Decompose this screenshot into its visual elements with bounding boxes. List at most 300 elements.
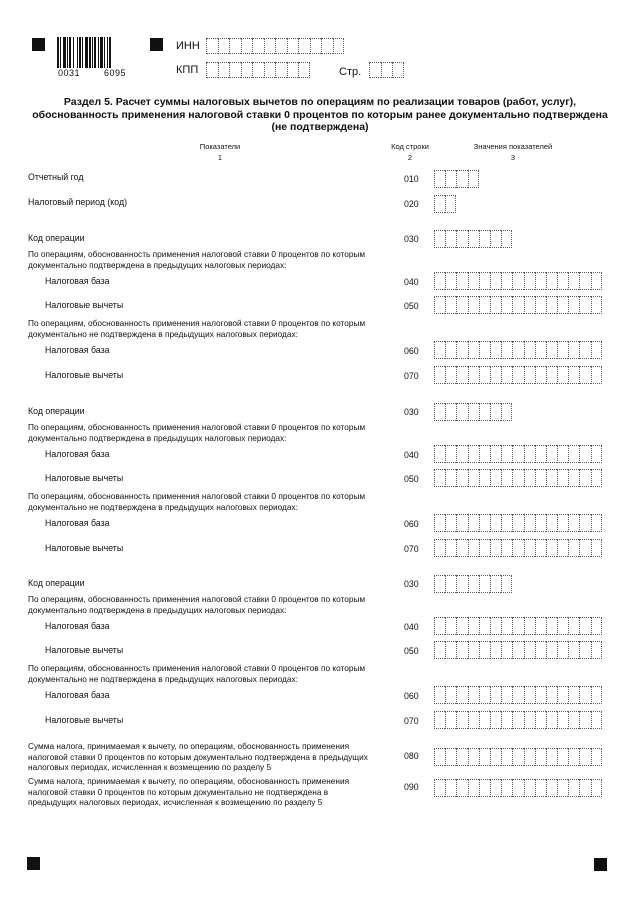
input-cell[interactable] <box>546 617 557 635</box>
report-year-label: Отчетный год <box>28 172 84 182</box>
input-cell[interactable] <box>445 445 456 463</box>
input-cell[interactable] <box>501 617 512 635</box>
input-cell[interactable] <box>568 341 579 359</box>
input-cell[interactable] <box>456 230 467 248</box>
input-cell[interactable] <box>445 779 456 797</box>
input-cell[interactable] <box>579 341 590 359</box>
input-cell[interactable] <box>479 711 490 729</box>
input-cell[interactable] <box>479 686 490 704</box>
input-cell[interactable] <box>456 296 467 314</box>
input-cell[interactable] <box>512 445 523 463</box>
tax-base-label: Налоговая база <box>45 518 110 528</box>
tax-period-field[interactable] <box>434 195 456 213</box>
input-cell[interactable] <box>535 711 546 729</box>
input-cell[interactable] <box>434 469 445 487</box>
input-cell[interactable] <box>535 341 546 359</box>
input-cell[interactable] <box>546 445 557 463</box>
input-cell[interactable] <box>524 469 535 487</box>
input-cell[interactable] <box>468 539 479 557</box>
input-cell[interactable] <box>524 272 535 290</box>
input-cell[interactable] <box>490 514 501 532</box>
report-year-field[interactable] <box>434 170 479 188</box>
input-cell[interactable] <box>512 779 523 797</box>
input-cell[interactable] <box>490 539 501 557</box>
input-cell[interactable] <box>298 38 310 54</box>
input-cell[interactable] <box>456 272 467 290</box>
input-cell[interactable] <box>490 469 501 487</box>
input-cell[interactable] <box>434 779 445 797</box>
input-cell[interactable] <box>501 296 512 314</box>
input-cell[interactable] <box>512 341 523 359</box>
input-cell[interactable] <box>535 641 546 659</box>
input-cell[interactable] <box>579 445 590 463</box>
input-cell[interactable] <box>434 403 445 421</box>
input-cell[interactable] <box>557 779 568 797</box>
barcode-number-left: 0031 <box>58 68 81 78</box>
input-cell[interactable] <box>479 539 490 557</box>
input-cell[interactable] <box>568 272 579 290</box>
input-cell[interactable] <box>546 469 557 487</box>
input-cell[interactable] <box>264 38 276 54</box>
tax-deductions-field[interactable] <box>434 469 602 487</box>
input-cell[interactable] <box>252 62 264 78</box>
input-cell[interactable] <box>264 62 276 78</box>
input-cell[interactable] <box>579 617 590 635</box>
input-cell[interactable] <box>579 779 590 797</box>
input-cell[interactable] <box>501 686 512 704</box>
input-cell[interactable] <box>591 779 602 797</box>
input-cell[interactable] <box>456 170 467 188</box>
input-cell[interactable] <box>524 539 535 557</box>
tax-base-field[interactable] <box>434 514 602 532</box>
input-cell[interactable] <box>298 62 310 78</box>
input-cell[interactable] <box>468 230 479 248</box>
input-cell[interactable] <box>524 641 535 659</box>
input-cell[interactable] <box>579 686 590 704</box>
tax-deductions-field[interactable] <box>434 366 602 384</box>
inn-label: ИНН <box>176 40 200 52</box>
input-cell[interactable] <box>501 539 512 557</box>
input-cell[interactable] <box>546 641 557 659</box>
confirmed-description: По операциям, обоснованность применения налоговой ставки 0 процентов по которым документально подтверждена в предыдущих налоговых периодах: <box>28 594 366 615</box>
input-cell[interactable] <box>557 341 568 359</box>
input-cell[interactable] <box>434 230 445 248</box>
input-cell[interactable] <box>546 366 557 384</box>
tax-base-code: 040 <box>404 277 419 287</box>
input-cell[interactable] <box>321 38 333 54</box>
page-number-field[interactable] <box>369 62 404 78</box>
input-cell[interactable] <box>512 539 523 557</box>
input-cell[interactable] <box>445 272 456 290</box>
input-cell[interactable] <box>512 514 523 532</box>
input-cell[interactable] <box>557 617 568 635</box>
input-cell[interactable] <box>568 514 579 532</box>
input-cell[interactable] <box>579 711 590 729</box>
tax-deductions-label: Налоговые вычеты <box>45 543 124 553</box>
input-cell[interactable] <box>546 341 557 359</box>
input-cell[interactable] <box>434 296 445 314</box>
input-cell[interactable] <box>579 469 590 487</box>
input-cell[interactable] <box>535 617 546 635</box>
input-cell[interactable] <box>535 272 546 290</box>
input-cell[interactable] <box>456 641 467 659</box>
input-cell[interactable] <box>579 366 590 384</box>
input-cell[interactable] <box>490 686 501 704</box>
input-cell[interactable] <box>591 686 602 704</box>
tax-base-field[interactable] <box>434 617 602 635</box>
input-cell[interactable] <box>468 296 479 314</box>
input-cell[interactable] <box>501 366 512 384</box>
input-cell[interactable] <box>479 272 490 290</box>
tax-deductions-field[interactable] <box>434 711 602 729</box>
input-cell[interactable] <box>591 296 602 314</box>
input-cell[interactable] <box>501 641 512 659</box>
input-cell[interactable] <box>579 296 590 314</box>
input-cell[interactable] <box>490 779 501 797</box>
input-cell[interactable] <box>501 779 512 797</box>
input-cell[interactable] <box>591 366 602 384</box>
input-cell[interactable] <box>568 641 579 659</box>
input-cell[interactable] <box>535 539 546 557</box>
input-cell[interactable] <box>591 469 602 487</box>
tax-deductions-field[interactable] <box>434 641 602 659</box>
input-cell[interactable] <box>468 711 479 729</box>
input-cell[interactable] <box>434 272 445 290</box>
input-cell[interactable] <box>456 539 467 557</box>
input-cell[interactable] <box>434 617 445 635</box>
column-header-indicators: Показатели <box>199 142 241 151</box>
input-cell[interactable] <box>524 514 535 532</box>
input-cell[interactable] <box>445 296 456 314</box>
input-cell[interactable] <box>434 445 445 463</box>
input-cell[interactable] <box>456 748 467 766</box>
input-cell[interactable] <box>468 641 479 659</box>
input-cell[interactable] <box>445 403 456 421</box>
input-cell[interactable] <box>479 469 490 487</box>
input-cell[interactable] <box>490 445 501 463</box>
input-cell[interactable] <box>229 62 241 78</box>
tax-base-code: 040 <box>404 450 419 460</box>
input-cell[interactable] <box>591 641 602 659</box>
input-cell[interactable] <box>479 366 490 384</box>
operation-code-field[interactable] <box>434 403 512 421</box>
input-cell[interactable] <box>252 38 264 54</box>
input-cell[interactable] <box>501 748 512 766</box>
input-cell[interactable] <box>512 686 523 704</box>
input-cell[interactable] <box>501 230 512 248</box>
input-cell[interactable] <box>445 341 456 359</box>
input-cell[interactable] <box>557 539 568 557</box>
input-cell[interactable] <box>512 711 523 729</box>
input-cell[interactable] <box>445 170 456 188</box>
input-cell[interactable] <box>579 272 590 290</box>
input-cell[interactable] <box>479 514 490 532</box>
input-cell[interactable] <box>568 366 579 384</box>
row-090-field[interactable] <box>434 779 602 797</box>
input-cell[interactable] <box>392 62 404 78</box>
operation-code-field[interactable] <box>434 575 512 593</box>
input-cell[interactable] <box>501 272 512 290</box>
operation-code-label: Код операции <box>28 578 85 588</box>
input-cell[interactable] <box>468 341 479 359</box>
input-cell[interactable] <box>468 272 479 290</box>
input-cell[interactable] <box>434 711 445 729</box>
input-cell[interactable] <box>591 272 602 290</box>
input-cell[interactable] <box>434 748 445 766</box>
input-cell[interactable] <box>568 748 579 766</box>
tax-base-label: Налоговая база <box>45 276 110 286</box>
input-cell[interactable] <box>468 366 479 384</box>
input-cell[interactable] <box>557 469 568 487</box>
inn-field[interactable] <box>206 38 344 54</box>
input-cell[interactable] <box>490 341 501 359</box>
input-cell[interactable] <box>557 748 568 766</box>
input-cell[interactable] <box>468 748 479 766</box>
input-cell[interactable] <box>524 779 535 797</box>
input-cell[interactable] <box>557 366 568 384</box>
input-cell[interactable] <box>501 445 512 463</box>
tax-base-field[interactable] <box>434 686 602 704</box>
input-cell[interactable] <box>456 686 467 704</box>
input-cell[interactable] <box>546 711 557 729</box>
input-cell[interactable] <box>479 403 490 421</box>
input-cell[interactable] <box>557 686 568 704</box>
input-cell[interactable] <box>490 296 501 314</box>
input-cell[interactable] <box>568 296 579 314</box>
input-cell[interactable] <box>568 445 579 463</box>
input-cell[interactable] <box>333 38 345 54</box>
input-cell[interactable] <box>546 272 557 290</box>
input-cell[interactable] <box>579 514 590 532</box>
input-cell[interactable] <box>591 445 602 463</box>
input-cell[interactable] <box>434 170 445 188</box>
input-cell[interactable] <box>381 62 393 78</box>
input-cell[interactable] <box>568 711 579 729</box>
input-cell[interactable] <box>557 711 568 729</box>
input-cell[interactable] <box>546 686 557 704</box>
tax-base-label: Налоговая база <box>45 621 110 631</box>
input-cell[interactable] <box>456 779 467 797</box>
input-cell[interactable] <box>479 445 490 463</box>
input-cell[interactable] <box>546 514 557 532</box>
input-cell[interactable] <box>445 230 456 248</box>
tax-base-field[interactable] <box>434 445 602 463</box>
input-cell[interactable] <box>546 296 557 314</box>
input-cell[interactable] <box>456 445 467 463</box>
input-cell[interactable] <box>479 230 490 248</box>
input-cell[interactable] <box>468 617 479 635</box>
input-cell[interactable] <box>206 38 218 54</box>
input-cell[interactable] <box>218 38 230 54</box>
input-cell[interactable] <box>524 711 535 729</box>
input-cell[interactable] <box>287 38 299 54</box>
input-cell[interactable] <box>591 711 602 729</box>
input-cell[interactable] <box>512 617 523 635</box>
input-cell[interactable] <box>501 575 512 593</box>
input-cell[interactable] <box>434 539 445 557</box>
input-cell[interactable] <box>579 748 590 766</box>
input-cell[interactable] <box>501 711 512 729</box>
input-cell[interactable] <box>512 272 523 290</box>
input-cell[interactable] <box>456 366 467 384</box>
input-cell[interactable] <box>535 366 546 384</box>
input-cell[interactable] <box>579 539 590 557</box>
input-cell[interactable] <box>468 575 479 593</box>
input-cell[interactable] <box>434 195 445 213</box>
input-cell[interactable] <box>468 779 479 797</box>
input-cell[interactable] <box>445 514 456 532</box>
input-cell[interactable] <box>218 62 230 78</box>
input-cell[interactable] <box>557 296 568 314</box>
input-cell[interactable] <box>568 617 579 635</box>
input-cell[interactable] <box>445 748 456 766</box>
input-cell[interactable] <box>490 711 501 729</box>
input-cell[interactable] <box>591 748 602 766</box>
row-080-field[interactable] <box>434 748 602 766</box>
operation-code-label: Код операции <box>28 233 85 243</box>
input-cell[interactable] <box>557 514 568 532</box>
input-cell[interactable] <box>501 469 512 487</box>
input-cell[interactable] <box>456 711 467 729</box>
tax-base-field[interactable] <box>434 341 602 359</box>
input-cell[interactable] <box>535 469 546 487</box>
input-cell[interactable] <box>512 296 523 314</box>
input-cell[interactable] <box>434 366 445 384</box>
input-cell[interactable] <box>524 366 535 384</box>
input-cell[interactable] <box>468 403 479 421</box>
input-cell[interactable] <box>512 641 523 659</box>
input-cell[interactable] <box>568 779 579 797</box>
input-cell[interactable] <box>287 62 299 78</box>
input-cell[interactable] <box>479 341 490 359</box>
input-cell[interactable] <box>479 641 490 659</box>
input-cell[interactable] <box>434 575 445 593</box>
input-cell[interactable] <box>490 272 501 290</box>
input-cell[interactable] <box>490 403 501 421</box>
input-cell[interactable] <box>456 403 467 421</box>
input-cell[interactable] <box>591 617 602 635</box>
input-cell[interactable] <box>445 641 456 659</box>
tax-deductions-label: Налоговые вычеты <box>45 715 124 725</box>
input-cell[interactable] <box>468 445 479 463</box>
input-cell[interactable] <box>468 514 479 532</box>
input-cell[interactable] <box>434 641 445 659</box>
input-cell[interactable] <box>445 686 456 704</box>
input-cell[interactable] <box>557 445 568 463</box>
input-cell[interactable] <box>206 62 218 78</box>
input-cell[interactable] <box>512 469 523 487</box>
kpp-field[interactable] <box>206 62 310 78</box>
operation-code-field[interactable] <box>434 230 512 248</box>
input-cell[interactable] <box>445 469 456 487</box>
input-cell[interactable] <box>434 686 445 704</box>
input-cell[interactable] <box>524 341 535 359</box>
input-cell[interactable] <box>445 711 456 729</box>
input-cell[interactable] <box>490 366 501 384</box>
input-cell[interactable] <box>524 296 535 314</box>
tax-deductions-field[interactable] <box>434 296 602 314</box>
input-cell[interactable] <box>535 445 546 463</box>
input-cell[interactable] <box>445 195 456 213</box>
input-cell[interactable] <box>456 514 467 532</box>
input-cell[interactable] <box>468 686 479 704</box>
input-cell[interactable] <box>535 296 546 314</box>
input-cell[interactable] <box>568 469 579 487</box>
input-cell[interactable] <box>501 403 512 421</box>
input-cell[interactable] <box>546 779 557 797</box>
input-cell[interactable] <box>535 748 546 766</box>
input-cell[interactable] <box>468 469 479 487</box>
input-cell[interactable] <box>241 62 253 78</box>
input-cell[interactable] <box>456 469 467 487</box>
input-cell[interactable] <box>524 686 535 704</box>
input-cell[interactable] <box>490 641 501 659</box>
input-cell[interactable] <box>445 617 456 635</box>
input-cell[interactable] <box>468 170 479 188</box>
input-cell[interactable] <box>479 748 490 766</box>
input-cell[interactable] <box>546 748 557 766</box>
tax-deductions-code: 070 <box>404 371 419 381</box>
input-cell[interactable] <box>579 641 590 659</box>
input-cell[interactable] <box>568 539 579 557</box>
input-cell[interactable] <box>535 686 546 704</box>
input-cell[interactable] <box>275 62 287 78</box>
input-cell[interactable] <box>490 575 501 593</box>
input-cell[interactable] <box>479 779 490 797</box>
tax-base-field[interactable] <box>434 272 602 290</box>
input-cell[interactable] <box>445 539 456 557</box>
input-cell[interactable] <box>501 341 512 359</box>
tax-deductions-field[interactable] <box>434 539 602 557</box>
input-cell[interactable] <box>535 514 546 532</box>
input-cell[interactable] <box>456 617 467 635</box>
input-cell[interactable] <box>275 38 287 54</box>
input-cell[interactable] <box>241 38 253 54</box>
input-cell[interactable] <box>568 686 579 704</box>
input-cell[interactable] <box>524 445 535 463</box>
operation-code-line: 030 <box>404 579 419 589</box>
input-cell[interactable] <box>490 230 501 248</box>
input-cell[interactable] <box>591 539 602 557</box>
input-cell[interactable] <box>512 366 523 384</box>
input-cell[interactable] <box>479 296 490 314</box>
input-cell[interactable] <box>369 62 381 78</box>
input-cell[interactable] <box>524 617 535 635</box>
input-cell[interactable] <box>310 38 322 54</box>
input-cell[interactable] <box>445 575 456 593</box>
input-cell[interactable] <box>434 341 445 359</box>
input-cell[interactable] <box>524 748 535 766</box>
input-cell[interactable] <box>490 617 501 635</box>
input-cell[interactable] <box>434 514 445 532</box>
input-cell[interactable] <box>490 748 501 766</box>
input-cell[interactable] <box>512 748 523 766</box>
input-cell[interactable] <box>479 575 490 593</box>
input-cell[interactable] <box>479 617 490 635</box>
column-number-2: 2 <box>407 153 413 162</box>
input-cell[interactable] <box>501 514 512 532</box>
input-cell[interactable] <box>591 341 602 359</box>
input-cell[interactable] <box>456 341 467 359</box>
input-cell[interactable] <box>456 575 467 593</box>
input-cell[interactable] <box>445 366 456 384</box>
input-cell[interactable] <box>591 514 602 532</box>
input-cell[interactable] <box>229 38 241 54</box>
input-cell[interactable] <box>557 641 568 659</box>
input-cell[interactable] <box>546 539 557 557</box>
input-cell[interactable] <box>557 272 568 290</box>
input-cell[interactable] <box>535 779 546 797</box>
